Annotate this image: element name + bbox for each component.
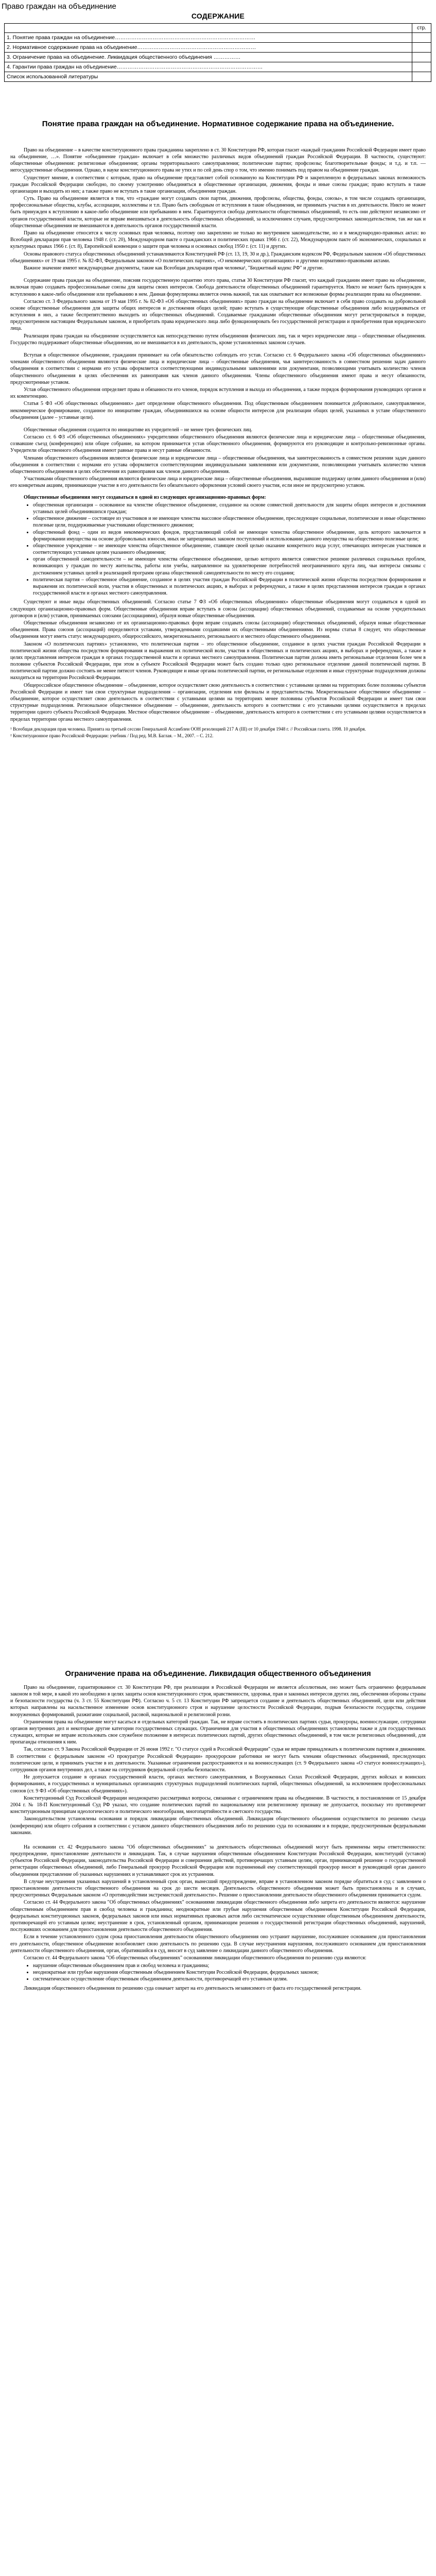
list-item: • политическая партия – общественное объединение, созданное в целях участия граждан Российской Федерации в политической жизни общества посредством формирования и выражения их политической воли, участия в общественных и политических акциях, в выборах и референдумах, а также в целях представления интересов граждан в органах государственной власти и органах местного самоуправления. [33,577,426,597]
paragraph: Согласно ст. 44 Федерального закона "Об общественных объединениях" основаниями ликвидации общественного объединения либо запрета его деятельности являются: нарушение общественным объединением прав и свобод человека и гражданина; неоднократные или грубые нарушения общественным объединением Конституции Российской Федерации, федеральных конституционных законов, федеральных законов или иных нормативных правовых актов либо систематическое осуществление общественным объединением деятельности, противоречащей его уставным целям; неустранение в срок, установленный органом, принимающим решения о государственной регистрации общественных объединений, нарушений, послуживших основанием для приостановления деятельности общественного объединения. [10,1900,426,1933]
toc-item-label[interactable]: 2. Нормативное содержание права на объединение………………………………………………………… [5,43,412,53]
paragraph: Согласно ст. 6 ФЗ «Об общественных объединениях» учредителями общественного объединения являются физические лица и юридические лица – общественные объединения, созвавшие съезд (конференцию) или общее собрание, на котором принимается устав общественного объединения, формируются его руководящие и контрольно-ревизионные органы. Учредители общественного объединения имеют равные права и несут равные обязанности. [10,434,426,454]
paragraph: Общественные объединения независимо от их организационно-правовых форм вправе создавать союзы (ассоциации) общественных объединений, образуя новые общественные объединения. Права союзов (ассоциаций) определяются уставами, утвержденными создавшими их общественными объединениями. Из нормы статьи 8 следует, что общественные объединения могут иметь статус международного, общероссийского, межрегионального, регионального и местного общественного объединения. [10,620,426,640]
paragraph: Членами общественного объединения являются физические лица и юридические лица – общественные объединения, чья заинтересованность в совместном решении задач данного объединения в соответствии с нормами его устава оформляется соответствующими индивидуальными заявлениями или документами, позволяющими учитывать количество членов общественного объединения в целях обеспечения их равноправия как членов данного объединения. [10,455,426,474]
paragraph: Существует мнение, в соответствии с которым, право на объединение представляет собой основанную на Конституции РФ и закрепленную в федеральных законах возможность граждан Российской Федерации свободно, по своему усмотрению объединяться в общественные организации, движения, фонды и иные союзы граждан; право вступать в такие организации и выходить из них; а также право не вступать в такие организации, объединения граждан. [10,175,426,194]
paragraph: Существуют и иные виды общественных объединений. Согласно статье 7 ФЗ «Об общественных объединениях» общественные объединения могут создаваться в одной из следующих организационно-правовых форм. Общественные объединения вправе вступать в союзы (ассоциации) общественных объединений, создаваемые на основе учредительных договоров и (или) уставов, принимаемых союзами (ассоциациями), образуя новые общественные объединения. [10,599,426,619]
paragraph: Так, согласно ст. 9 Закона Российской Федерации от 26 июня 1992 г. "О статусе судей в Российской Федерации" судья не вправе принадлежать к политическим партиям и движениям. В соответствии с федеральным законом «О прокуратуре Российской Федерации» прокурорские работники не могут быть членами общественных объединений, преследующих политические цели, и принимать участие в их деятельности. Указанные ограничения распространяются и на военнослужащих (ст. 9 Федерального закона «О статусе военнослужащих»), сотрудников органов внутренних дел, а также на сотрудников федеральной службы безопасности. [10,1747,426,1773]
forms-list [10,502,426,597]
liquidation-reasons-list [10,1962,426,1983]
paragraph: Согласно ст. 44 Федерального закона "Об общественных объединениях" основаниями ликвидации общественного объединения по решению суда являются: [24,1955,367,1961]
paragraph: Важное значение имеют международные документы, такие как Всеобщая декларация прав человека¹, "Бюджетный кодекс РФ" и другие. [24,265,324,271]
toc-item-label[interactable]: 1. Понятие права граждан на объединение…………………………………………………………………… [5,33,412,43]
list-item: • систематическое осуществление общественным объединением деятельности, противоречащей его уставным целям. [33,1976,426,1982]
toc-item-label[interactable]: Список использованной литературы [5,72,412,82]
paragraph: Согласно ст. 3 Федерального закона от 19 мая 1995 г. № 82-ФЗ «Об общественных объединениях» право граждан на объединение включает в себя право создавать на добровольной основе общественные объединения для защиты общих интересов и достижения общих целей; право вступать в существующие общественные объединения либо воздерживаться от вступления в них, а также беспрепятственно выходить из общественных объединений. Создаваемые гражданами общественные объединения могут регистрироваться в порядке, предусмотренном настоящим Федеральным законом, и приобретать права юридического лица либо функционировать без государственной регистрации и приобретения прав юридического лица. [10,298,426,332]
section-title: Понятие права граждан на объединение. Нормативное содержание права на объединение. [42,120,394,128]
paragraph: Содержание права граждан на объединение, поясняя государственную гарантию этого права, статья 30 Конституции РФ гласит, что каждый гражданин имеет право на объединение, включая право создавать профессиональные союзы для защиты своих интересов. Свобода деятельности общественных объединений гарантируется. Никто не может быть принужден к вступлению в какое-либо объединение или пребыванию в нем. Данная формулировка является очень важной, так как охватывает все возможные формы реализации права на объединение. [10,278,426,297]
toc-item-page [412,62,431,72]
list-item: • общественная организация – основанное на членстве общественное объединение, созданное на основе совместной деятельности для защиты общих интересов и достижения уставных целей объединившихся граждан; [33,502,426,515]
paragraph: Законом «О политических партиях» установлено, что политическая партия – это общественное объединение, созданное в целях участия граждан Российской Федерации в политической жизни общества посредством формирования и выражения их политической воли, участия в общественных и политических акциях, в выборах и референдумах, а также в целях представления интересов граждан в органах государственной власти и органах местного самоуправления. Политическая партия должна иметь региональные отделения более чем в половине субъектов Российской Федерации, при этом в субъекте Российской Федерации может быть создано только одно региональное отделение данной политической партии. В политической партии должно состоять не менее пятисот членов. Руководящие и иные органы политической партии, ее региональные отделения и иные структурные подразделения должны находиться на территории Российской Федерации. [10,641,426,681]
paragraph: Статья 5 ФЗ «Об общественных объединениях» дает определение общественного объединения. Под общественным объединением понимается добровольное, самоуправляемое, некоммерческое формирование, созданное по инициативе граждан, объединившихся на основе общности интересов для реализации общих целей, указанных в уставе общественного объединения (далее – уставные цели). [10,401,426,420]
paragraph: Реализация права граждан на объединение осуществляется как непосредственно путем объединения физических лиц, так и через юридические лица – общественные объединения. Государство поддерживает общественные объединения, но не вмешивается в их деятельность, кроме установленных законом случаев. [10,333,426,346]
paragraph: Если в течение установленного судом срока приостановления деятельности общественного объединения оно устранит нарушение, послужившее основанием для приостановления его деятельности, общественное объединение возобновляет свою деятельность по решению суда. В случае неустранения нарушения, послужившего основанием для приостановления деятельности общественного объединения, орган, обратившийся в суд, вносит в суд заявление о ликвидации данного общественного объединения. [10,1934,426,1954]
list-item: • неоднократные или грубые нарушения общественным объединением Конституции Российской Федерации, федеральных законов; [33,1969,426,1976]
toc-header-row [5,24,431,33]
table-of-contents [4,23,431,82]
toc-row [5,62,431,72]
section-concept [0,120,436,740]
toc-header-blank [5,24,412,33]
toc-row [5,43,431,53]
paragraph: Право на объединение – в качестве конституционного права гражданина закреплено в ст. 30 Конституции РФ, которая гласит «каждый гражданин Российской Федерации имеет право на объединение, …». Понятие «объединение граждан» включает в себя множество различных видов объединений граждан Российской Федерации. В частности, существуют: общественные объединения: религиозные объединения; органы территориального самоуправления; политические партии; профсоюзы; благотворительные фонды; и т.д. и т.п. — негосударственные объединения. Однако, в науке конституционного права не утих и по сей день спор о том, что именно понимать под правом на объединение граждан. [10,147,426,174]
paragraph: Вступая в общественное объединение, гражданин принимает на себя обязательство соблюдать его устав. Согласно ст. 6 Федерального закона «Об общественных объединениях» членами общественного объединения являются физические лица и юридические лица – общественные объединения, чья заинтересованность в совместном решении задач данного объединения в соответствии с нормами его устава оформляется соответствующими индивидуальными заявлениями или документами, позволяющими учитывать количество членов общественного объединения в целях обеспечения их равноправия как членов данного объединения. Члены общественного объединения имеют права и несут обязанности, предусмотренные уставом. [10,352,426,385]
footnote: ¹ Всеобщая декларация прав человека. Принята на третьей сессии Генеральной Ассамблеи ООН резолюцией 217 А (III) от 10 декабря 1948 г. // Российская газета. 1998. 10 декабря. [10,726,366,732]
footnote: ² Конституционное право Российской Федерации: учебник / Под ред. М.В. Баглая. – М., 2007. – С. 212. [10,733,214,738]
toc-row [5,33,431,43]
list-item: • нарушение общественным объединением прав и свобод человека и гражданина; [33,1962,426,1969]
paragraph: Общественные объединения создаются по инициативе их учредителей – не менее трех физических лиц. [24,427,253,433]
toc-item-page [412,53,431,62]
document-title: Право граждан на объединение [2,2,116,11]
forms-title: Общественные объединения могут создаваться в одной из следующих организационно-правовых форм: [24,494,266,500]
paragraph: Конституционный Суд Российской Федерации неоднократно рассматривал вопросы, связанные с ограничением права на объединение. В частности, в постановлении от 15 декабря 2004 г. № 18-П Конституционный Суд РФ указал, что создание политических партий по национальному или религиозному признаку не допускается, поскольку это противоречит конституционным принципам идеологического и политического многообразия, многопартийности и светского государства. [10,1795,426,1815]
toc-row [5,72,431,82]
paragraph: Основы правового статуса общественных объединений устанавливаются Конституцией РФ (ст. 13, 19, 30 и др.), Гражданским кодексом РФ, Федеральным законом «Об общественных объединениях» от 19 мая 1995 г. № 82-ФЗ, Федеральным законом «О политических партиях», «О некоммерческих организациях» и другими нормативно-правовыми актами. [10,251,426,264]
paragraph: Ограничения права на объединение могут касаться и отдельных категорий граждан. Так, не вправе состоять в политических партиях судьи, прокуроры, военнослужащие, сотрудники органов внутренних дел и некоторые другие категории государственных служащих. Ограничения для участия в общественных объединениях установлены также и для государственных служащих, которые не вправе использовать свое служебное положение в интересах политических партий, других общественных объединений, в том числе религиозных объединений, для пропаганды отношения к ним. [10,1719,426,1745]
toc-item-label[interactable]: 3. Ограничение права на объединение. Ликвидация общественного объединения …………… [5,53,412,62]
toc-item-label[interactable]: 4. Гарантии права граждан на объединение……………………………………………………………………… [5,62,412,72]
list-item: • орган общественной самодеятельности – не имеющее членства общественное объединение, целью которого является совместное решение различных социальных проблем, возникающих у граждан по месту жительства, работы или учебы, направленное на удовлетворение потребностей неограниченного круга лиц, чьи интересы связаны с достижением уставных целей и реализацией программ органа общественной самодеятельности по месту его создания; [33,556,426,577]
toc-item-page [412,72,431,82]
section-title: Ограничение права на объединение. Ликвидация общественного объединения [65,1669,371,1678]
toc-item-page [412,33,431,43]
paragraph: Общероссийское общественное объединение – объединение, которое осуществляет свою деятельность в соответствии с уставными целями на территориях более половины субъектов Российской Федерации и имеет там свои структурные подразделения – организации, отделения или филиалы и представительства. Межрегиональное общественное объединение – объединение, которое осуществляет свою деятельность в соответствии с уставными целями на территориях менее половины субъектов Российской Федерации и имеет там свои структурные подразделения. Региональное общественное объединение – объединение, деятельность которого в соответствии с его уставными целями осуществляется в пределах территории одного субъекта Российской Федерации. Местное общественное объединение – объединение, деятельность которого в соответствии с его уставными целями осуществляется в пределах территории органа местного самоуправления. [10,682,426,722]
toc-page-column-header: стр. [412,24,431,33]
section-body [0,147,436,739]
paragraph: Законодательством установлены основания и порядок ликвидации общественных объединений. Ликвидация общественного объединения осуществляется по решению съезда (конференции) или общего собрания в соответствии с уставом данного общественного объединения либо по решению суда по основаниям и в порядке, предусмотренным федеральными законами. [10,1816,426,1836]
section-restriction [0,1669,436,1992]
section-body [0,1684,436,1992]
paragraph: Ликвидация общественного объединения по решению суда означает запрет на его деятельность независимого от факта его государственной регистрации. [24,1985,362,1991]
paragraph: Суть. Право на объединение является в том, что «граждане могут создавать свои партии, движения, профсоюзы, общества, фонды, союзы», в том числе создавать организации, профессиональные общества, клубы, ассоциации, коллективы и т.п. Право быть свободным от вступления в такие объединения, не принимать участия в их деятельности. Никто не может быть принужден к вступлению в какое-либо объединение или пребыванию в нем. Гарантируется свобода деятельности общественных объединений, то есть они действуют независимо от органов государственной власти, которые не вправе вмешиваться в деятельность общественных объединений, за исключением случаев, предусмотренных законодательством, так же как и общественные объединения не вмешиваются в деятельность органов государственной власти. [10,196,426,229]
paragraph: На основании ст. 42 Федерального закона "Об общественных объединениях" за деятельность общественных объединений могут быть применены меры ответственности: предупреждение, приостановление деятельности и ликвидация. Так, в случае нарушения общественным объединением Конституции Российской Федерации, конституций (уставов) субъектов Российской Федерации, законодательства Российской Федерации и совершения действий, противоречащих уставным целям, орган, принимающий решение о государственной регистрации общественных объединений, либо Генеральный прокурор Российской Федерации или подчиненный ему соответствующий прокурор вносят в руководящий орган данного объединения представление об указанных нарушениях и устанавливают срок их устранения. [10,1844,426,1877]
paragraph: Не допускается создание в органах государственной власти, органах местного самоуправления, в Вооруженных Силах Российской Федерации, других войсках и воинских формированиях, в государственных и муниципальных организациях структурных подразделений политических партий, общественных объединений, за исключением профессиональных союзов (ст. 9 ФЗ «Об общественных объединениях»). [10,1774,426,1794]
toc-row [5,53,431,62]
toc-heading: СОДЕРЖАНИЕ [191,12,245,20]
paragraph: Участниками общественного объединения являются физические лица и юридические лица – общественные объединения, выразившие поддержку целям данного объединения и (или) его конкретным акциям, принимающие участие в его деятельности без обязательного оформления условий своего участия, если иное не предусмотрено уставом. [10,476,426,489]
paragraph: Право на объединение относится к числу основных прав человека, поэтому оно закреплено не только во внутреннем законодательстве, но и в международно-правовых актах: во Всеобщей декларации прав человека 1948 г. (ст. 20), Международном пакте о гражданских и политических правах 1966 г. (ст. 22), Международном пакте об экономических, социальных и культурных правах 1966 г. (ст. 8), Европейской конвенции о защите прав человека и основных свобод 1950 г. (ст. 11) и других. [10,230,426,250]
list-item: • общественное учреждение – не имеющее членства общественное объединение, ставящее своей целью оказание конкретного вида услуг, отвечающих интересам участников и соответствующих уставным целям указанного объединения; [33,543,426,556]
paragraph: Устав общественного объединения определяет права и обязанности его членов, порядок вступления и выхода из объединения, а также порядок формирования руководящих органов и их компетенцию. [10,386,426,400]
paragraph: В случае неустранения указанных нарушений в установленный срок орган, вынесший предупреждение, вправе в установленном законом порядке обратиться в суд с заявлением о приостановлении деятельности общественного объединения на срок до шести месяцев. Деятельность общественного объединения может быть приостановлена и в случаях, предусмотренных Федеральным законом «О противодействии экстремистской деятельности». Решение о приостановлении деятельности общественного объединения принимается судом. [10,1878,426,1899]
list-item: • общественный фонд – один из видов некоммерческих фондов, представляющий собой не имеющее членства общественное объединение, цель которого заключается в формировании имущества на основе добровольных взносов, иных не запрещенных законом поступлений и использовании данного имущества на общественно полезные цели; [33,529,426,543]
toc-item-page [412,43,431,53]
paragraph: Право на объединение, гарантированное ст. 30 Конституции РФ, при реализации в Российской Федерации не является абсолютным, оно может быть ограничено федеральным законом в той мере, в какой это необходимо в целях защиты основ конституционного строя, нравственности, здоровья, прав и законных интересов других лиц, обеспечения обороны страны и безопасности государства (ч. 3 ст. 55 Конституции РФ). Согласно ч. 5 ст. 13 Конституции РФ запрещается создание и деятельность общественных объединений, цели или действия которых направлены на насильственное изменение основ конституционного строя и нарушение целостности Российской Федерации, подрыв безопасности государства, создание вооруженных формирований, разжигание социальной, расовой, национальной и религиозной розни. [10,1684,426,1718]
list-item: • общественное движение – состоящее из участников и не имеющее членства массовое общественное объединение, преследующее социальные, политические и иные общественно полезные цели, поддерживаемые участниками общественного движения; [33,515,426,529]
